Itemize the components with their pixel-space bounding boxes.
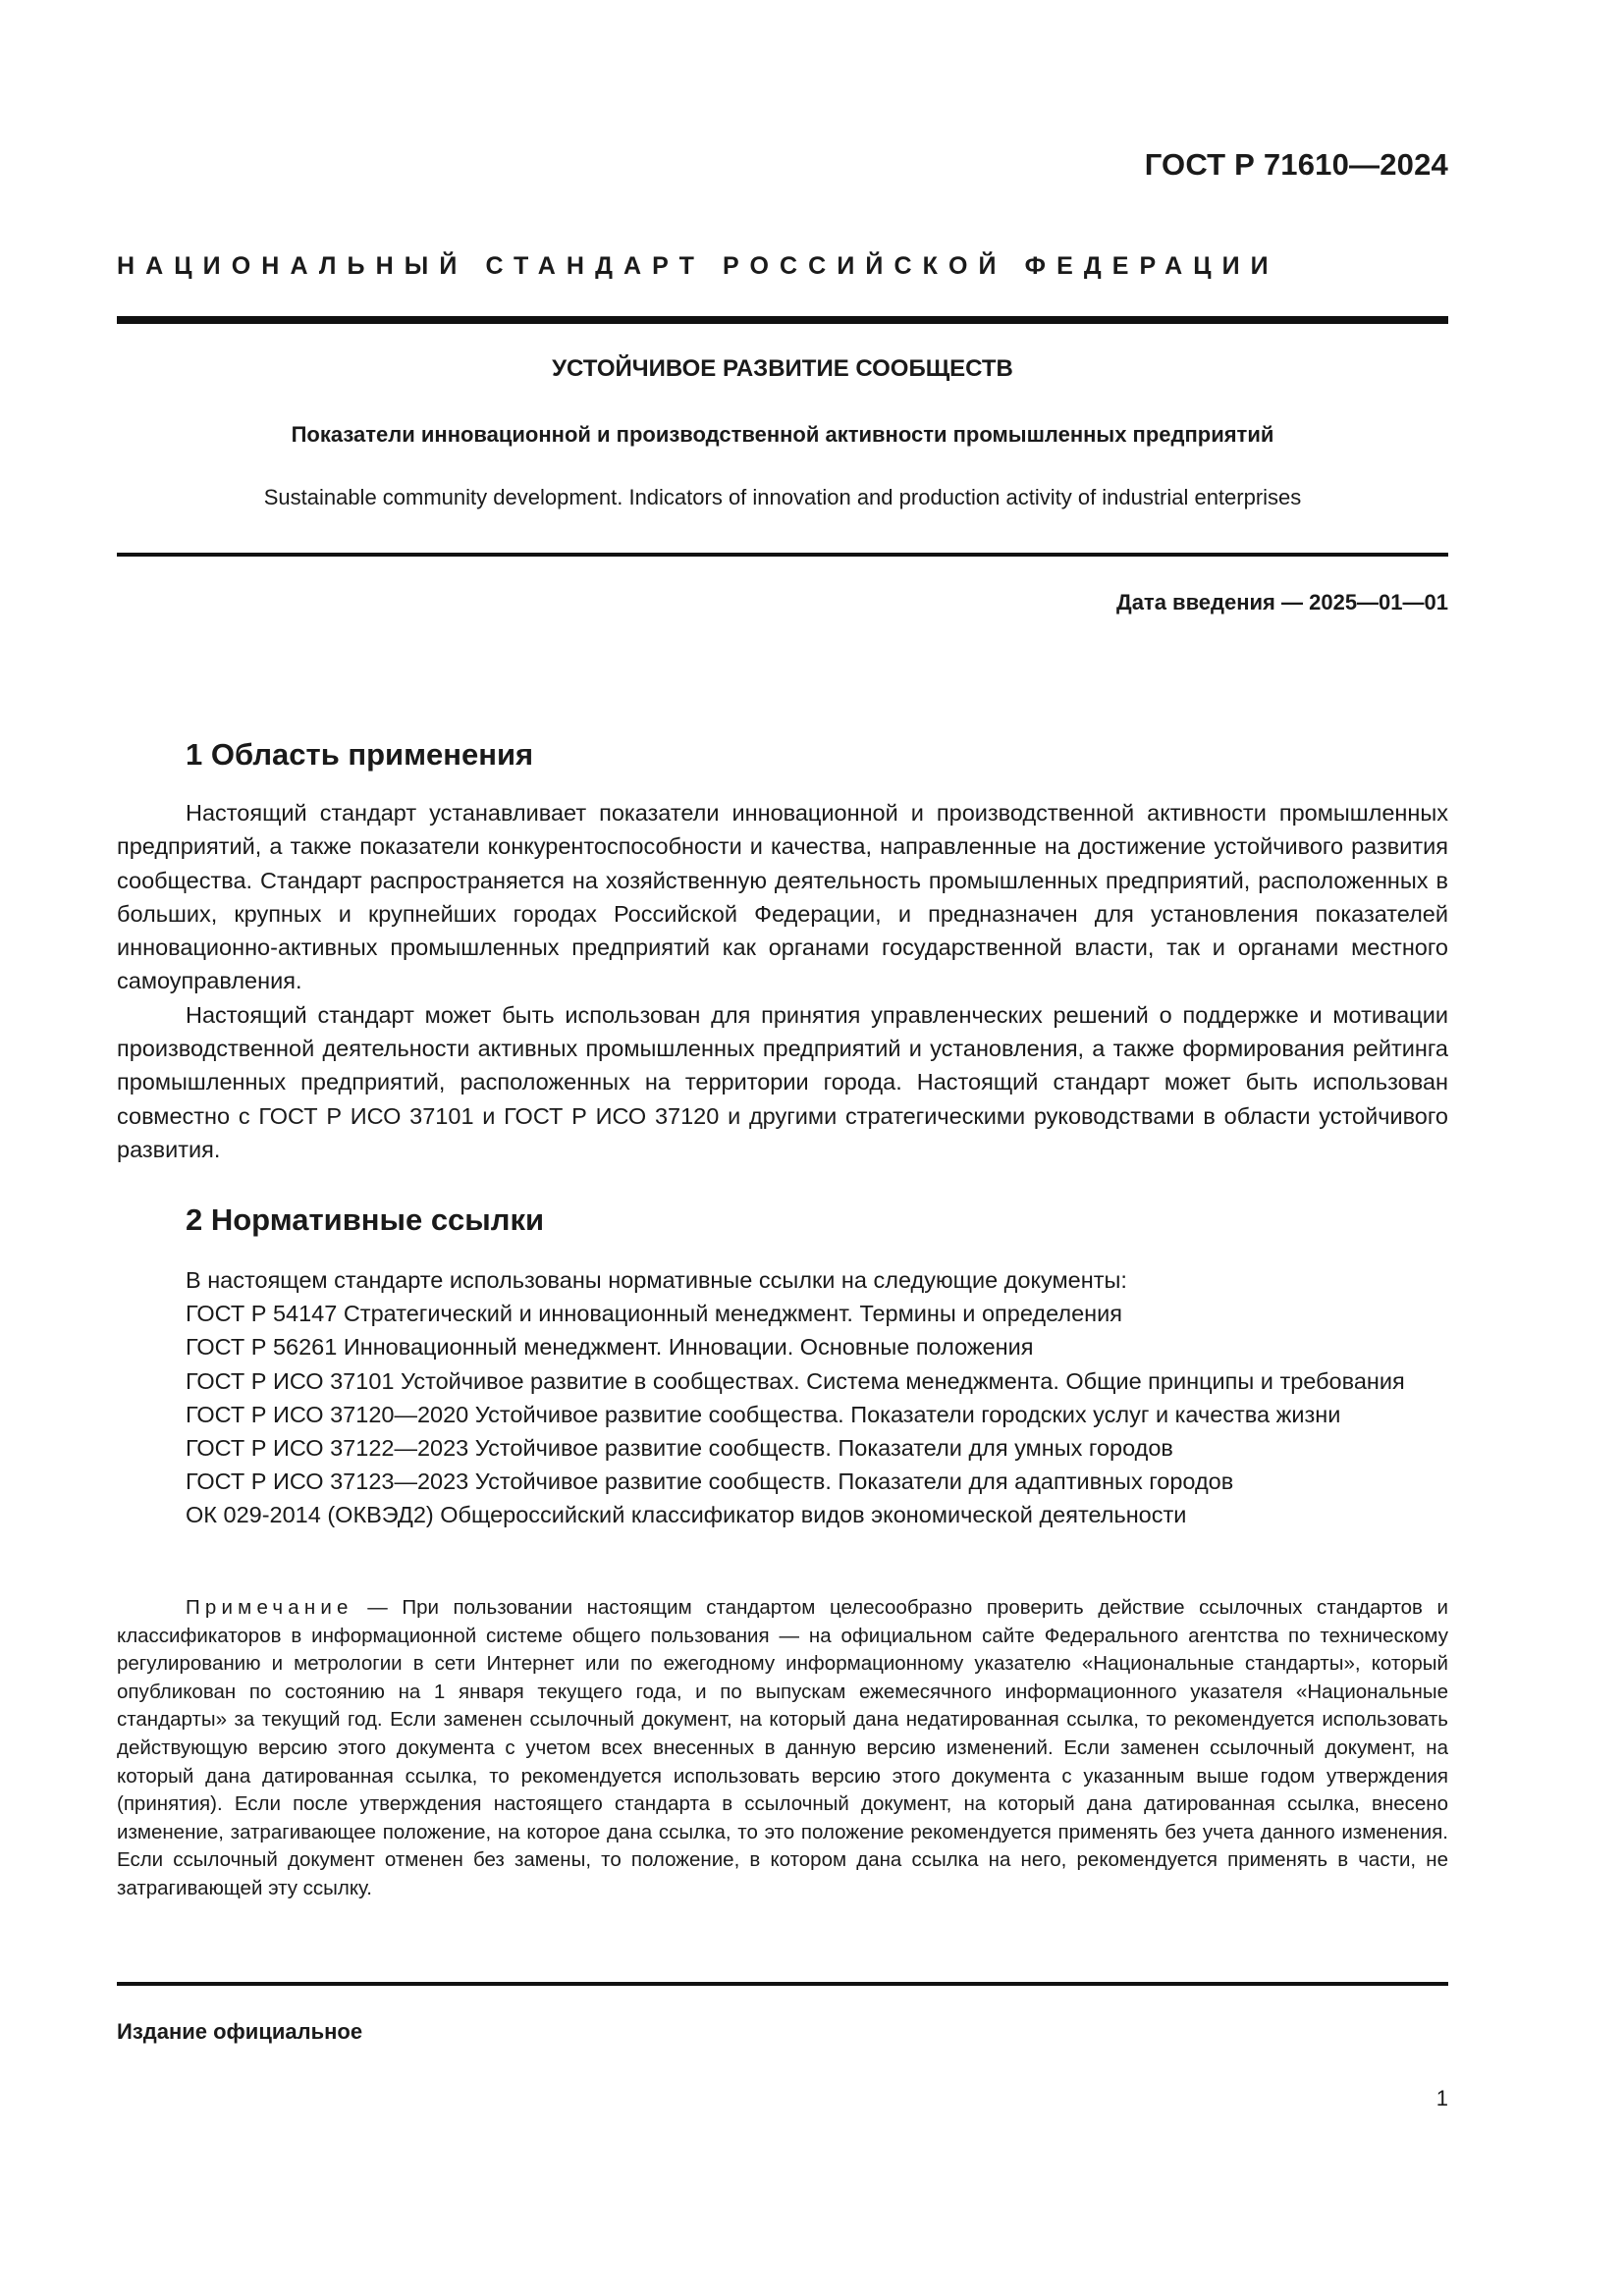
- header-divider: [117, 316, 1448, 324]
- reference-item: ГОСТ Р ИСО 37123—2023 Устойчивое развитие сообществ. Показатели для адаптивных городов: [186, 1468, 1234, 1495]
- section-1-paragraph: Настоящий стандарт может быть использован для принятия управленческих решений о поддержке и мотивации производственной деятельности активных промышленных предприятий и установления, а также формирования рейтинга промышленных предприятий, расположенных на территории города. Настоящий стандарт может быть использован совместно с ГОСТ Р ИСО 37101 и ГОСТ Р ИСО 37120 и другими стратегическими руководствами в области устойчивого развития.: [117, 1001, 1448, 1162]
- note-text: — При пользовании настоящим стандартом целесообразно проверить действие ссылочных стандартов и классификаторов в информационной системе общего пользования — на официальном сайте Федерального агентства по техническому регулированию и метрологии в сети Интернет или по ежегодному информационному указателю «Национальные стандарты», который опубликован по состоянию на 1 января текущего года, и по выпускам ежемесячного информационного указателя «Национальные стандарты» за текущий год. Если заменен ссылочный документ, на который дана недатированная ссылка, то рекомендуется использовать действующую версию этого документа с учетом всех внесенных в данную версию изменений. Если заменен ссылочный документ, на который дана датированная ссылка, то рекомендуется использовать версию этого документа с указанным выше годом утверждения (принятия). Если после утверждения настоящего стандарта в ссылочный документ, на который дана датированная ссылка, внесено изменение, затрагивающее положение, на которое дана ссылка, то это положение рекомендуется применять без учета данного изменения. Если ссылочный документ отменен без замены, то положение, в котором дана ссылка на него, рекомендуется применять в части, не затрагивающей эту ссылку.: [117, 1596, 1448, 1899]
- section-1-heading: 1 Область применения: [186, 737, 534, 772]
- reference-item: ГОСТ Р ИСО 37120—2020 Устойчивое развитие сообщества. Показатели городских услуг и качества жизни: [186, 1401, 1341, 1427]
- note-label: Примечание: [186, 1596, 353, 1619]
- title-divider: [117, 553, 1448, 557]
- reference-item: ГОСТ Р 56261 Инновационный менеджмент. Инновации. Основные положения: [186, 1334, 1034, 1361]
- section-1-paragraph: Настоящий стандарт устанавливает показатели инновационной и производственной активности промышленных предприятий, а также показатели конкурентоспособности и качества, направленные на достижение устойчивого развития сообщества. Стандарт распространяется на хозяйственную деятельность промышленных предприятий, расположенных в больших, крупных и крупнейших городах Российской Федерации, и предназначен для установления показателей инновационно-активных промышленных предприятий как органами государственной власти, так и органами местного самоуправления.: [117, 800, 1448, 994]
- reference-item: ГОСТ Р ИСО 37122—2023 Устойчивое развитие сообществ. Показатели для умных городов: [186, 1435, 1173, 1462]
- standard-title: УСТОЙЧИВОЕ РАЗВИТИЕ СООБЩЕСТВ: [552, 355, 1013, 382]
- reference-item: ГОСТ Р ИСО 37101 Устойчивое развитие в сообществах. Система менеджмента. Общие принципы и требования: [186, 1367, 1405, 1394]
- footer-divider: [117, 1982, 1448, 1986]
- official-edition: Издание официальное: [117, 2019, 363, 2044]
- gost-number: ГОСТ Р 71610—2024: [1144, 147, 1448, 182]
- note: [117, 1594, 1448, 1903]
- introduction-date: Дата введения — 2025—01—01: [1116, 590, 1448, 614]
- references-intro: В настоящем стандарте использованы нормативные ссылки на следующие документы:: [186, 1267, 1127, 1293]
- document-page: [117, 0, 1448, 2296]
- section-1-body: [117, 796, 1448, 1166]
- reference-item: ОК 029-2014 (ОКВЭД2) Общероссийский классификатор видов экономической деятельности: [186, 1502, 1187, 1528]
- section-2-heading: 2 Нормативные ссылки: [186, 1202, 545, 1237]
- reference-item: ГОСТ Р 54147 Стратегический и инновационный менеджмент. Термины и определения: [186, 1301, 1122, 1327]
- national-standard-title: НАЦИОНАЛЬНЫЙ СТАНДАРТ РОССИЙСКОЙ ФЕДЕРАЦИИ: [117, 252, 1279, 280]
- page-number: 1: [1435, 2086, 1448, 2110]
- english-title: Sustainable community development. Indicators of innovation and production activity of industrial enterprises: [263, 485, 1302, 509]
- standard-subtitle: Показатели инновационной и производственной активности промышленных предприятий: [291, 422, 1274, 447]
- references-list: [117, 1263, 1448, 1532]
